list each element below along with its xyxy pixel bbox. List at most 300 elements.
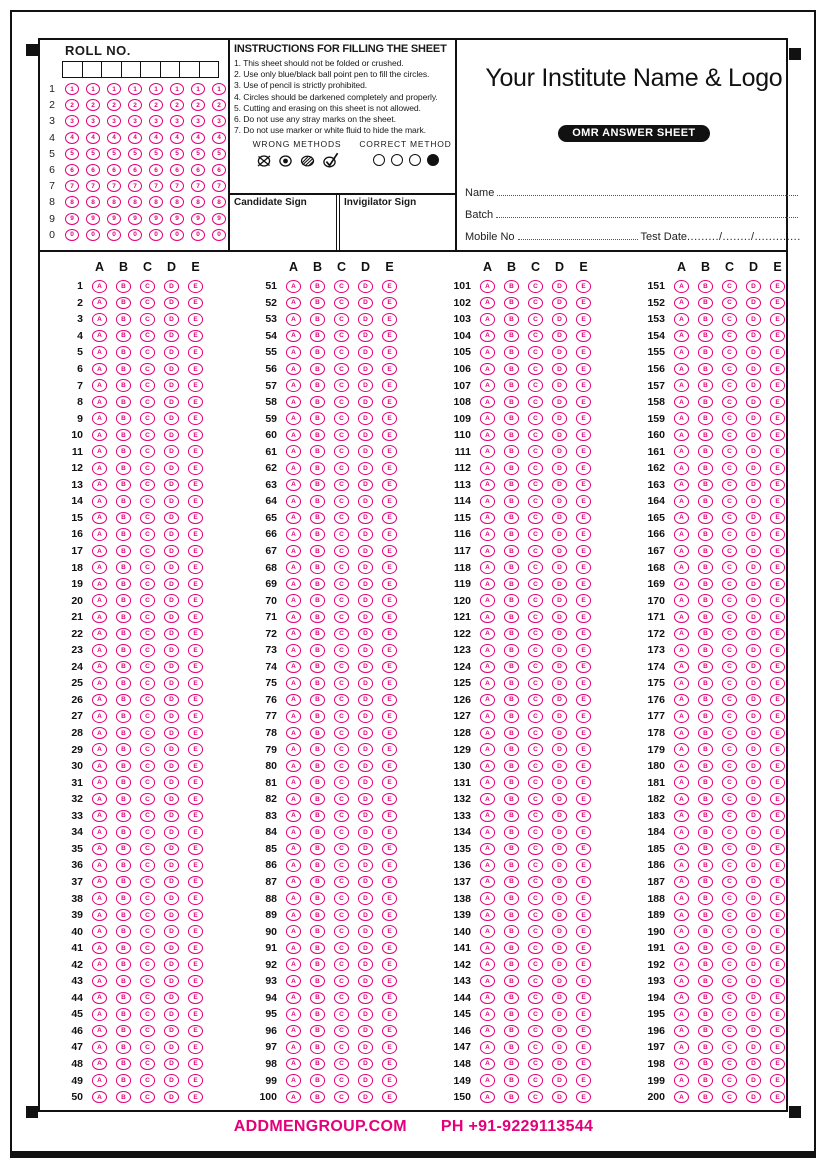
bubble-q127-D[interactable]: D	[552, 710, 567, 723]
bubble-q67-E[interactable]: E	[382, 545, 397, 558]
bubble-q34-C[interactable]: C	[140, 826, 155, 839]
bubble-q159-D[interactable]: D	[746, 412, 761, 425]
bubble-q72-D[interactable]: D	[358, 628, 373, 641]
bubble-q47-E[interactable]: E	[188, 1041, 203, 1054]
roll-bubble-6-col2[interactable]: 6	[86, 164, 100, 176]
bubble-q114-C[interactable]: C	[528, 495, 543, 508]
bubble-q150-D[interactable]: D	[552, 1091, 567, 1104]
bubble-q190-D[interactable]: D	[746, 925, 761, 938]
bubble-q50-E[interactable]: E	[188, 1091, 203, 1104]
bubble-q190-C[interactable]: C	[722, 925, 737, 938]
bubble-q51-D[interactable]: D	[358, 280, 373, 293]
bubble-q106-A[interactable]: A	[480, 363, 495, 376]
bubble-q14-D[interactable]: D	[164, 495, 179, 508]
bubble-q139-A[interactable]: A	[480, 909, 495, 922]
bubble-q14-B[interactable]: B	[116, 495, 131, 508]
bubble-q2-B[interactable]: B	[116, 297, 131, 310]
bubble-q160-A[interactable]: A	[674, 429, 689, 442]
bubble-q160-B[interactable]: B	[698, 429, 713, 442]
bubble-q54-A[interactable]: A	[286, 330, 301, 343]
bubble-q40-B[interactable]: B	[116, 925, 131, 938]
roll-bubble-1-col7[interactable]: 1	[191, 83, 205, 95]
bubble-q104-E[interactable]: E	[576, 330, 591, 343]
bubble-q90-C[interactable]: C	[334, 925, 349, 938]
bubble-q138-D[interactable]: D	[552, 892, 567, 905]
bubble-q5-D[interactable]: D	[164, 346, 179, 359]
bubble-q92-C[interactable]: C	[334, 958, 349, 971]
bubble-q195-A[interactable]: A	[674, 1008, 689, 1021]
bubble-q42-E[interactable]: E	[188, 958, 203, 971]
bubble-q26-C[interactable]: C	[140, 694, 155, 707]
bubble-q28-B[interactable]: B	[116, 727, 131, 740]
bubble-q200-A[interactable]: A	[674, 1091, 689, 1104]
roll-bubble-8-col3[interactable]: 8	[107, 196, 121, 208]
bubble-q96-A[interactable]: A	[286, 1025, 301, 1038]
bubble-q66-B[interactable]: B	[310, 528, 325, 541]
bubble-q179-C[interactable]: C	[722, 743, 737, 756]
bubble-q187-D[interactable]: D	[746, 876, 761, 889]
bubble-q14-C[interactable]: C	[140, 495, 155, 508]
bubble-q2-D[interactable]: D	[164, 297, 179, 310]
bubble-q98-A[interactable]: A	[286, 1058, 301, 1071]
bubble-q141-C[interactable]: C	[528, 942, 543, 955]
bubble-q181-A[interactable]: A	[674, 776, 689, 789]
bubble-q137-C[interactable]: C	[528, 876, 543, 889]
bubble-q105-D[interactable]: D	[552, 346, 567, 359]
roll-bubble-9-col8[interactable]: 9	[212, 213, 226, 225]
bubble-q121-C[interactable]: C	[528, 611, 543, 624]
bubble-q193-E[interactable]: E	[770, 975, 785, 988]
bubble-q135-E[interactable]: E	[576, 843, 591, 856]
bubble-q42-C[interactable]: C	[140, 958, 155, 971]
test-date-input-line[interactable]: ........./......../.............	[687, 231, 801, 243]
bubble-q130-B[interactable]: B	[504, 760, 519, 773]
bubble-q200-E[interactable]: E	[770, 1091, 785, 1104]
bubble-q183-E[interactable]: E	[770, 810, 785, 823]
bubble-q105-A[interactable]: A	[480, 346, 495, 359]
bubble-q35-D[interactable]: D	[164, 843, 179, 856]
bubble-q128-D[interactable]: D	[552, 727, 567, 740]
bubble-q120-A[interactable]: A	[480, 594, 495, 607]
bubble-q173-D[interactable]: D	[746, 644, 761, 657]
bubble-q37-D[interactable]: D	[164, 876, 179, 889]
bubble-q27-E[interactable]: E	[188, 710, 203, 723]
bubble-q75-D[interactable]: D	[358, 677, 373, 690]
roll-bubble-6-col7[interactable]: 6	[191, 164, 205, 176]
bubble-q164-A[interactable]: A	[674, 495, 689, 508]
bubble-q102-A[interactable]: A	[480, 297, 495, 310]
bubble-q184-A[interactable]: A	[674, 826, 689, 839]
bubble-q44-C[interactable]: C	[140, 992, 155, 1005]
bubble-q148-C[interactable]: C	[528, 1058, 543, 1071]
roll-bubble-5-col3[interactable]: 5	[107, 148, 121, 160]
bubble-q6-C[interactable]: C	[140, 363, 155, 376]
bubble-q10-C[interactable]: C	[140, 429, 155, 442]
bubble-q181-D[interactable]: D	[746, 776, 761, 789]
bubble-q182-A[interactable]: A	[674, 793, 689, 806]
bubble-q134-E[interactable]: E	[576, 826, 591, 839]
bubble-q3-A[interactable]: A	[92, 313, 107, 326]
bubble-q11-D[interactable]: D	[164, 445, 179, 458]
bubble-q143-A[interactable]: A	[480, 975, 495, 988]
bubble-q54-D[interactable]: D	[358, 330, 373, 343]
bubble-q186-C[interactable]: C	[722, 859, 737, 872]
bubble-q82-B[interactable]: B	[310, 793, 325, 806]
bubble-q32-E[interactable]: E	[188, 793, 203, 806]
bubble-q162-C[interactable]: C	[722, 462, 737, 475]
bubble-q10-A[interactable]: A	[92, 429, 107, 442]
bubble-q15-B[interactable]: B	[116, 512, 131, 525]
bubble-q1-B[interactable]: B	[116, 280, 131, 293]
bubble-q161-B[interactable]: B	[698, 445, 713, 458]
bubble-q46-E[interactable]: E	[188, 1025, 203, 1038]
bubble-q83-D[interactable]: D	[358, 810, 373, 823]
bubble-q162-E[interactable]: E	[770, 462, 785, 475]
bubble-q53-C[interactable]: C	[334, 313, 349, 326]
bubble-q98-B[interactable]: B	[310, 1058, 325, 1071]
bubble-q38-A[interactable]: A	[92, 892, 107, 905]
bubble-q88-D[interactable]: D	[358, 892, 373, 905]
bubble-q61-D[interactable]: D	[358, 445, 373, 458]
bubble-q193-A[interactable]: A	[674, 975, 689, 988]
bubble-q168-D[interactable]: D	[746, 561, 761, 574]
bubble-q111-E[interactable]: E	[576, 445, 591, 458]
bubble-q23-A[interactable]: A	[92, 644, 107, 657]
bubble-q170-D[interactable]: D	[746, 594, 761, 607]
bubble-q20-D[interactable]: D	[164, 594, 179, 607]
bubble-q190-A[interactable]: A	[674, 925, 689, 938]
roll-bubble-7-col6[interactable]: 7	[170, 180, 184, 192]
roll-bubble-6-col3[interactable]: 6	[107, 164, 121, 176]
bubble-q186-D[interactable]: D	[746, 859, 761, 872]
bubble-q84-A[interactable]: A	[286, 826, 301, 839]
bubble-q29-E[interactable]: E	[188, 743, 203, 756]
bubble-q111-A[interactable]: A	[480, 445, 495, 458]
bubble-q155-D[interactable]: D	[746, 346, 761, 359]
bubble-q164-B[interactable]: B	[698, 495, 713, 508]
bubble-q58-A[interactable]: A	[286, 396, 301, 409]
bubble-q84-B[interactable]: B	[310, 826, 325, 839]
bubble-q92-A[interactable]: A	[286, 958, 301, 971]
bubble-q57-A[interactable]: A	[286, 379, 301, 392]
bubble-q173-A[interactable]: A	[674, 644, 689, 657]
bubble-q149-C[interactable]: C	[528, 1074, 543, 1087]
bubble-q192-C[interactable]: C	[722, 958, 737, 971]
bubble-q7-E[interactable]: E	[188, 379, 203, 392]
bubble-q171-D[interactable]: D	[746, 611, 761, 624]
bubble-q97-A[interactable]: A	[286, 1041, 301, 1054]
bubble-q86-B[interactable]: B	[310, 859, 325, 872]
bubble-q61-E[interactable]: E	[382, 445, 397, 458]
bubble-q10-D[interactable]: D	[164, 429, 179, 442]
bubble-q26-E[interactable]: E	[188, 694, 203, 707]
bubble-q21-E[interactable]: E	[188, 611, 203, 624]
bubble-q17-E[interactable]: E	[188, 545, 203, 558]
bubble-q91-B[interactable]: B	[310, 942, 325, 955]
bubble-q97-B[interactable]: B	[310, 1041, 325, 1054]
bubble-q108-D[interactable]: D	[552, 396, 567, 409]
bubble-q126-A[interactable]: A	[480, 694, 495, 707]
roll-bubble-1-col3[interactable]: 1	[107, 83, 121, 95]
bubble-q109-E[interactable]: E	[576, 412, 591, 425]
bubble-q196-A[interactable]: A	[674, 1025, 689, 1038]
bubble-q183-B[interactable]: B	[698, 810, 713, 823]
bubble-q12-A[interactable]: A	[92, 462, 107, 475]
bubble-q101-D[interactable]: D	[552, 280, 567, 293]
bubble-q154-D[interactable]: D	[746, 330, 761, 343]
bubble-q121-D[interactable]: D	[552, 611, 567, 624]
roll-bubble-0-col6[interactable]: 0	[170, 229, 184, 241]
bubble-q109-C[interactable]: C	[528, 412, 543, 425]
bubble-q54-C[interactable]: C	[334, 330, 349, 343]
bubble-q49-A[interactable]: A	[92, 1074, 107, 1087]
bubble-q33-A[interactable]: A	[92, 810, 107, 823]
bubble-q194-D[interactable]: D	[746, 992, 761, 1005]
bubble-q21-C[interactable]: C	[140, 611, 155, 624]
bubble-q195-D[interactable]: D	[746, 1008, 761, 1021]
bubble-q91-A[interactable]: A	[286, 942, 301, 955]
bubble-q150-B[interactable]: B	[504, 1091, 519, 1104]
bubble-q137-B[interactable]: B	[504, 876, 519, 889]
batch-field[interactable]	[465, 199, 801, 221]
bubble-q36-C[interactable]: C	[140, 859, 155, 872]
bubble-q143-D[interactable]: D	[552, 975, 567, 988]
bubble-q172-D[interactable]: D	[746, 628, 761, 641]
bubble-q79-C[interactable]: C	[334, 743, 349, 756]
bubble-q76-B[interactable]: B	[310, 694, 325, 707]
bubble-q142-C[interactable]: C	[528, 958, 543, 971]
bubble-q185-A[interactable]: A	[674, 843, 689, 856]
bubble-q189-E[interactable]: E	[770, 909, 785, 922]
bubble-q124-C[interactable]: C	[528, 661, 543, 674]
bubble-q70-A[interactable]: A	[286, 594, 301, 607]
bubble-q153-D[interactable]: D	[746, 313, 761, 326]
bubble-q9-C[interactable]: C	[140, 412, 155, 425]
bubble-q153-A[interactable]: A	[674, 313, 689, 326]
bubble-q47-B[interactable]: B	[116, 1041, 131, 1054]
bubble-q130-E[interactable]: E	[576, 760, 591, 773]
bubble-q30-E[interactable]: E	[188, 760, 203, 773]
bubble-q5-A[interactable]: A	[92, 346, 107, 359]
bubble-q6-A[interactable]: A	[92, 363, 107, 376]
bubble-q19-E[interactable]: E	[188, 578, 203, 591]
bubble-q74-D[interactable]: D	[358, 661, 373, 674]
bubble-q136-A[interactable]: A	[480, 859, 495, 872]
bubble-q66-D[interactable]: D	[358, 528, 373, 541]
bubble-q24-B[interactable]: B	[116, 661, 131, 674]
bubble-q85-B[interactable]: B	[310, 843, 325, 856]
bubble-q73-C[interactable]: C	[334, 644, 349, 657]
bubble-q125-B[interactable]: B	[504, 677, 519, 690]
bubble-q168-C[interactable]: C	[722, 561, 737, 574]
bubble-q198-B[interactable]: B	[698, 1058, 713, 1071]
bubble-q122-E[interactable]: E	[576, 628, 591, 641]
bubble-q180-D[interactable]: D	[746, 760, 761, 773]
bubble-q41-C[interactable]: C	[140, 942, 155, 955]
bubble-q49-D[interactable]: D	[164, 1074, 179, 1087]
roll-bubble-8-col2[interactable]: 8	[86, 196, 100, 208]
bubble-q155-A[interactable]: A	[674, 346, 689, 359]
roll-bubble-2-col5[interactable]: 2	[149, 99, 163, 111]
bubble-q30-B[interactable]: B	[116, 760, 131, 773]
bubble-q69-E[interactable]: E	[382, 578, 397, 591]
bubble-q167-A[interactable]: A	[674, 545, 689, 558]
bubble-q62-C[interactable]: C	[334, 462, 349, 475]
bubble-q15-D[interactable]: D	[164, 512, 179, 525]
roll-bubble-9-col4[interactable]: 9	[128, 213, 142, 225]
bubble-q49-E[interactable]: E	[188, 1074, 203, 1087]
batch-input-line[interactable]	[496, 208, 798, 218]
bubble-q77-E[interactable]: E	[382, 710, 397, 723]
bubble-q177-C[interactable]: C	[722, 710, 737, 723]
bubble-q189-D[interactable]: D	[746, 909, 761, 922]
bubble-q125-E[interactable]: E	[576, 677, 591, 690]
bubble-q73-A[interactable]: A	[286, 644, 301, 657]
bubble-q200-D[interactable]: D	[746, 1091, 761, 1104]
bubble-q4-B[interactable]: B	[116, 330, 131, 343]
bubble-q148-E[interactable]: E	[576, 1058, 591, 1071]
roll-bubble-3-col2[interactable]: 3	[86, 115, 100, 127]
bubble-q106-D[interactable]: D	[552, 363, 567, 376]
bubble-q18-D[interactable]: D	[164, 561, 179, 574]
bubble-q21-B[interactable]: B	[116, 611, 131, 624]
bubble-q183-D[interactable]: D	[746, 810, 761, 823]
roll-bubble-3-col7[interactable]: 3	[191, 115, 205, 127]
bubble-q57-D[interactable]: D	[358, 379, 373, 392]
bubble-q125-A[interactable]: A	[480, 677, 495, 690]
roll-bubble-3-col6[interactable]: 3	[170, 115, 184, 127]
bubble-q63-D[interactable]: D	[358, 479, 373, 492]
bubble-q58-B[interactable]: B	[310, 396, 325, 409]
bubble-q17-B[interactable]: B	[116, 545, 131, 558]
bubble-q110-E[interactable]: E	[576, 429, 591, 442]
bubble-q59-C[interactable]: C	[334, 412, 349, 425]
bubble-q88-A[interactable]: A	[286, 892, 301, 905]
bubble-q89-E[interactable]: E	[382, 909, 397, 922]
bubble-q143-E[interactable]: E	[576, 975, 591, 988]
bubble-q124-B[interactable]: B	[504, 661, 519, 674]
bubble-q68-E[interactable]: E	[382, 561, 397, 574]
bubble-q36-B[interactable]: B	[116, 859, 131, 872]
bubble-q99-D[interactable]: D	[358, 1074, 373, 1087]
bubble-q195-E[interactable]: E	[770, 1008, 785, 1021]
roll-bubble-2-col7[interactable]: 2	[191, 99, 205, 111]
bubble-q26-D[interactable]: D	[164, 694, 179, 707]
bubble-q79-E[interactable]: E	[382, 743, 397, 756]
bubble-q175-B[interactable]: B	[698, 677, 713, 690]
bubble-q5-E[interactable]: E	[188, 346, 203, 359]
bubble-q196-C[interactable]: C	[722, 1025, 737, 1038]
bubble-q168-A[interactable]: A	[674, 561, 689, 574]
roll-bubble-4-col5[interactable]: 4	[149, 132, 163, 144]
bubble-q164-E[interactable]: E	[770, 495, 785, 508]
bubble-q150-C[interactable]: C	[528, 1091, 543, 1104]
bubble-q95-A[interactable]: A	[286, 1008, 301, 1021]
bubble-q186-B[interactable]: B	[698, 859, 713, 872]
bubble-q111-B[interactable]: B	[504, 445, 519, 458]
bubble-q39-E[interactable]: E	[188, 909, 203, 922]
roll-bubble-4-col3[interactable]: 4	[107, 132, 121, 144]
bubble-q138-E[interactable]: E	[576, 892, 591, 905]
bubble-q138-C[interactable]: C	[528, 892, 543, 905]
roll-bubble-5-col4[interactable]: 5	[128, 148, 142, 160]
bubble-q37-E[interactable]: E	[188, 876, 203, 889]
bubble-q186-E[interactable]: E	[770, 859, 785, 872]
bubble-q183-C[interactable]: C	[722, 810, 737, 823]
bubble-q114-E[interactable]: E	[576, 495, 591, 508]
bubble-q194-C[interactable]: C	[722, 992, 737, 1005]
bubble-q175-C[interactable]: C	[722, 677, 737, 690]
bubble-q35-E[interactable]: E	[188, 843, 203, 856]
bubble-q176-C[interactable]: C	[722, 694, 737, 707]
bubble-q138-B[interactable]: B	[504, 892, 519, 905]
bubble-q99-A[interactable]: A	[286, 1074, 301, 1087]
bubble-q56-C[interactable]: C	[334, 363, 349, 376]
bubble-q94-A[interactable]: A	[286, 992, 301, 1005]
roll-bubble-5-col6[interactable]: 5	[170, 148, 184, 160]
bubble-q169-D[interactable]: D	[746, 578, 761, 591]
bubble-q58-E[interactable]: E	[382, 396, 397, 409]
bubble-q43-C[interactable]: C	[140, 975, 155, 988]
bubble-q114-B[interactable]: B	[504, 495, 519, 508]
bubble-q199-A[interactable]: A	[674, 1074, 689, 1087]
bubble-q185-C[interactable]: C	[722, 843, 737, 856]
bubble-q18-A[interactable]: A	[92, 561, 107, 574]
bubble-q103-D[interactable]: D	[552, 313, 567, 326]
bubble-q164-C[interactable]: C	[722, 495, 737, 508]
bubble-q19-B[interactable]: B	[116, 578, 131, 591]
bubble-q75-B[interactable]: B	[310, 677, 325, 690]
bubble-q3-E[interactable]: E	[188, 313, 203, 326]
bubble-q80-B[interactable]: B	[310, 760, 325, 773]
bubble-q128-A[interactable]: A	[480, 727, 495, 740]
bubble-q39-D[interactable]: D	[164, 909, 179, 922]
bubble-q149-D[interactable]: D	[552, 1074, 567, 1087]
bubble-q159-B[interactable]: B	[698, 412, 713, 425]
bubble-q176-B[interactable]: B	[698, 694, 713, 707]
bubble-q23-B[interactable]: B	[116, 644, 131, 657]
bubble-q167-C[interactable]: C	[722, 545, 737, 558]
bubble-q27-C[interactable]: C	[140, 710, 155, 723]
roll-bubble-7-col1[interactable]: 7	[65, 180, 79, 192]
bubble-q71-D[interactable]: D	[358, 611, 373, 624]
bubble-q22-C[interactable]: C	[140, 628, 155, 641]
bubble-q39-B[interactable]: B	[116, 909, 131, 922]
bubble-q48-E[interactable]: E	[188, 1058, 203, 1071]
bubble-q95-C[interactable]: C	[334, 1008, 349, 1021]
bubble-q127-A[interactable]: A	[480, 710, 495, 723]
bubble-q133-A[interactable]: A	[480, 810, 495, 823]
bubble-q36-D[interactable]: D	[164, 859, 179, 872]
bubble-q1-D[interactable]: D	[164, 280, 179, 293]
bubble-q152-C[interactable]: C	[722, 297, 737, 310]
roll-bubble-0-col1[interactable]: 0	[65, 229, 79, 241]
roll-bubble-5-col1[interactable]: 5	[65, 148, 79, 160]
bubble-q71-C[interactable]: C	[334, 611, 349, 624]
bubble-q147-B[interactable]: B	[504, 1041, 519, 1054]
bubble-q195-C[interactable]: C	[722, 1008, 737, 1021]
bubble-q17-A[interactable]: A	[92, 545, 107, 558]
bubble-q79-A[interactable]: A	[286, 743, 301, 756]
bubble-q5-C[interactable]: C	[140, 346, 155, 359]
bubble-q86-C[interactable]: C	[334, 859, 349, 872]
bubble-q71-A[interactable]: A	[286, 611, 301, 624]
bubble-q117-A[interactable]: A	[480, 545, 495, 558]
bubble-q158-C[interactable]: C	[722, 396, 737, 409]
bubble-q16-E[interactable]: E	[188, 528, 203, 541]
bubble-q63-A[interactable]: A	[286, 479, 301, 492]
bubble-q77-D[interactable]: D	[358, 710, 373, 723]
